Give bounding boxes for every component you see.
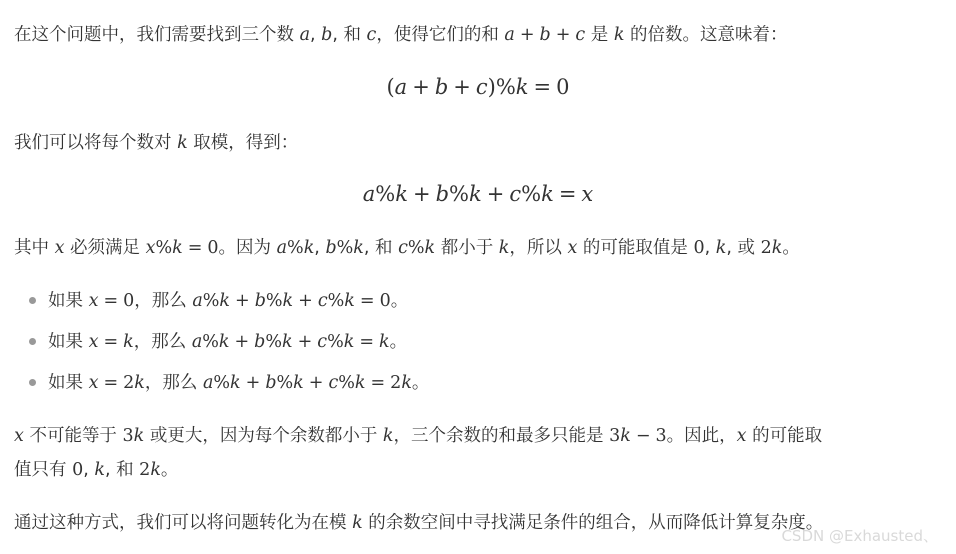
list-item: 如果 x = 2k，那么 a%k + b%k + c%k = 2k。	[48, 373, 430, 393]
paragraph-intro: 在这个问题中，我们需要找到三个数 a, b, 和 c，使得它们的和 a + b + c 是 k 的倍数。这意味着：	[14, 25, 788, 45]
equation-sum-mod: (a + b + c)%k = 0	[386, 75, 570, 99]
paragraph-bound-continued: 值只有 0, k, 和 2k。	[14, 460, 179, 480]
paragraph-bound: x 不可能等于 3k 或更大，因为每个余数都小于 k，三个余数的和最多只能是 3k − 3。因此，x 的可能取	[14, 426, 823, 446]
equation-remainders: a%k + b%k + c%k = x	[362, 182, 594, 206]
list-item: 如果 x = k，那么 a%k + b%k + c%k = k。	[48, 332, 408, 352]
bullet-dot	[29, 379, 36, 386]
bullet-dot	[29, 338, 36, 345]
paragraph-take-mod: 我们可以将每个数对 k 取模，得到：	[14, 133, 299, 153]
paragraph-conclusion: 通过这种方式，我们可以将问题转化为在模 k 的余数空间中寻找满足条件的组合，从而降低计算复杂度。	[14, 513, 824, 533]
csdn-watermark: CSDN @Exhausted、	[781, 527, 938, 545]
bullet-dot	[29, 297, 36, 304]
list-item: 如果 x = 0，那么 a%k + b%k + c%k = 0。	[48, 291, 409, 311]
paragraph-possible-values: 其中 x 必须满足 x%k = 0。因为 a%k, b%k, 和 c%k 都小于 k，所以 x 的可能取值是 0, k, 或 2k。	[14, 238, 800, 258]
